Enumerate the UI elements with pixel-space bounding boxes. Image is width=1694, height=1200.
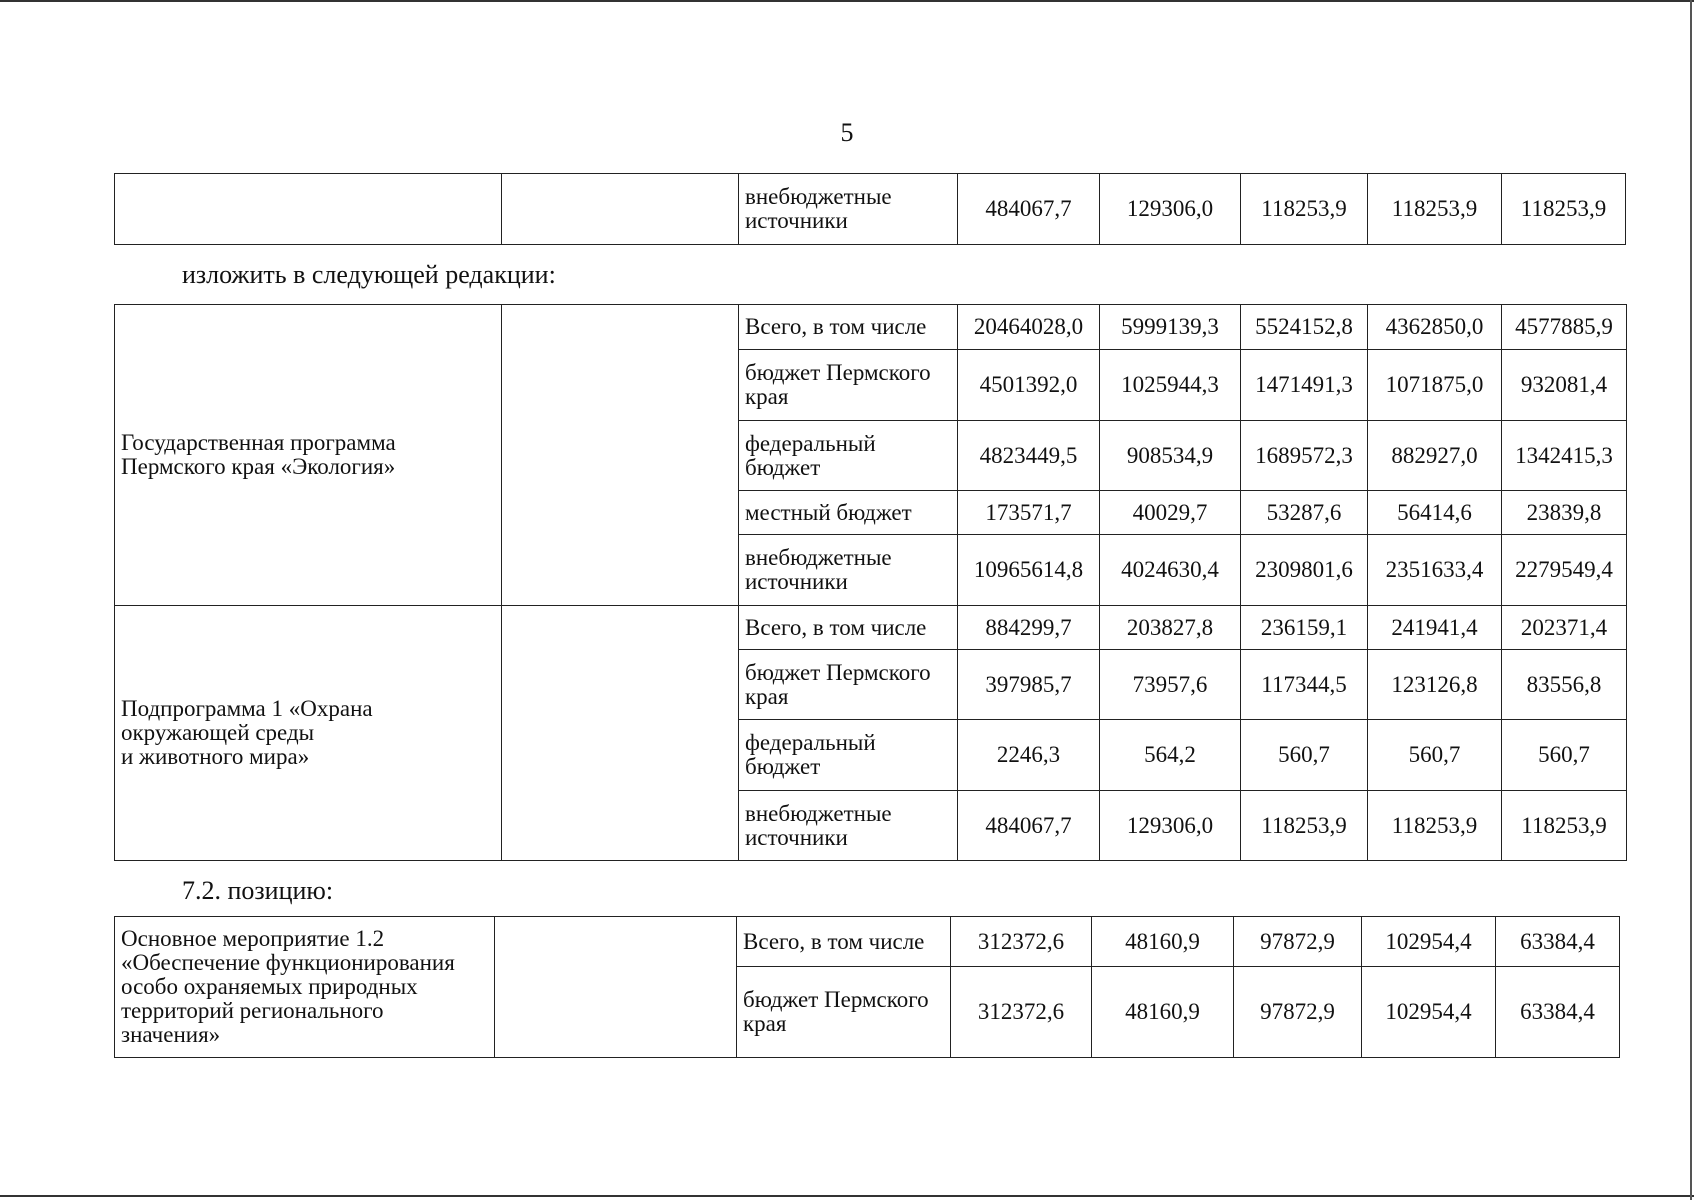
source-cell: бюджет Пермского края [737,967,951,1058]
value-cell: 48160,9 [1092,917,1234,967]
source-cell: бюджет Пермского края [739,350,958,421]
source-cell: внебюджетные источники [739,791,958,861]
value-cell: 560,7 [1368,720,1502,791]
empty-cell [502,174,739,245]
value-cell: 118253,9 [1368,174,1502,245]
value-cell: 102954,4 [1362,967,1496,1058]
value-cell: 241941,4 [1368,606,1502,650]
table-bottom [114,916,1620,1058]
value-cell: 908534,9 [1100,421,1241,491]
value-cell: 97872,9 [1234,967,1362,1058]
scan-top-edge [0,0,1694,2]
source-cell: Всего, в том числе [739,305,958,350]
empty-cell [502,606,739,861]
value-cell: 20464028,0 [958,305,1100,350]
value-cell: 10965614,8 [958,535,1100,606]
value-cell: 118253,9 [1241,791,1368,861]
table-row [115,917,1620,967]
table-row [115,305,1627,350]
page-number: 5 [840,118,854,147]
value-cell: 102954,4 [1362,917,1496,967]
source-cell: местный бюджет [739,491,958,535]
value-cell: 1025944,3 [1100,350,1241,421]
source-cell: внебюджетные источники [739,174,958,245]
value-cell: 173571,7 [958,491,1100,535]
caption-new-edition: изложить в следующей редакции: [182,260,556,289]
scan-right-edge [1690,0,1692,1200]
value-cell: 4577885,9 [1502,305,1627,350]
value-cell: 236159,1 [1241,606,1368,650]
value-cell: 2246,3 [958,720,1100,791]
empty-cell [502,305,739,606]
subprogram-name-line: Подпрограмма 1 «Охрана [121,696,373,721]
value-cell: 882927,0 [1368,421,1502,491]
empty-cell [115,174,502,245]
value-cell: 117344,5 [1241,650,1368,720]
value-cell: 1471491,3 [1241,350,1368,421]
source-cell: федеральный бюджет [739,720,958,791]
source-cell: внебюджетные источники [739,535,958,606]
value-cell: 4501392,0 [958,350,1100,421]
value-cell: 2351633,4 [1368,535,1502,606]
value-cell: 118253,9 [1368,791,1502,861]
subprogram-name-line: и животного мира» [121,744,310,769]
value-cell: 53287,6 [1241,491,1368,535]
value-cell: 1689572,3 [1241,421,1368,491]
value-cell: 2279549,4 [1502,535,1627,606]
source-cell: федеральный бюджет [739,421,958,491]
value-cell: 397985,7 [958,650,1100,720]
value-cell: 932081,4 [1502,350,1627,421]
table-row [115,606,1627,650]
source-cell: Всего, в том числе [739,606,958,650]
value-cell: 564,2 [1100,720,1241,791]
value-cell: 63384,4 [1496,917,1620,967]
value-cell: 203827,8 [1100,606,1241,650]
value-cell: 83556,8 [1502,650,1627,720]
value-cell: 4024630,4 [1100,535,1241,606]
value-cell: 56414,6 [1368,491,1502,535]
value-cell: 560,7 [1241,720,1368,791]
value-cell: 5524152,8 [1241,305,1368,350]
value-cell: 48160,9 [1092,967,1234,1058]
table-main [114,304,1627,861]
value-cell: 97872,9 [1234,917,1362,967]
value-cell: 40029,7 [1100,491,1241,535]
scan-bottom-edge [0,1195,1694,1197]
value-cell: 1071875,0 [1368,350,1502,421]
value-cell: 484067,7 [958,174,1100,245]
value-cell: 123126,8 [1368,650,1502,720]
value-cell: 4362850,0 [1368,305,1502,350]
source-cell: Всего, в том числе [737,917,951,967]
source-cell: бюджет Пермского края [739,650,958,720]
value-cell: 884299,7 [958,606,1100,650]
value-cell: 4823449,5 [958,421,1100,491]
value-cell: 118253,9 [1502,174,1626,245]
table-row [115,174,1626,245]
subprogram-name-line: окружающей среды [121,720,315,745]
value-cell: 63384,4 [1496,967,1620,1058]
value-cell: 118253,9 [1241,174,1368,245]
value-cell: 129306,0 [1100,791,1241,861]
value-cell: 73957,6 [1100,650,1241,720]
value-cell: 312372,6 [951,917,1092,967]
activity-name-cell: Основное мероприятие 1.2 «Обеспечение функционирования особо охраняемых природных территорий регионального значения» [115,917,495,1058]
subprogram-name-cell [115,606,502,861]
value-cell: 484067,7 [958,791,1100,861]
value-cell: 5999139,3 [1100,305,1241,350]
value-cell: 1342415,3 [1502,421,1627,491]
caption-position: 7.2. позицию: [182,876,334,905]
value-cell: 312372,6 [951,967,1092,1058]
empty-cell [495,917,737,1058]
value-cell: 2309801,6 [1241,535,1368,606]
value-cell: 560,7 [1502,720,1627,791]
value-cell: 129306,0 [1100,174,1241,245]
value-cell: 202371,4 [1502,606,1627,650]
table-top-fragment [114,173,1626,245]
value-cell: 118253,9 [1502,791,1627,861]
program-name-cell: Государственная программа Пермского края «Экология» [115,305,502,606]
value-cell: 23839,8 [1502,491,1627,535]
